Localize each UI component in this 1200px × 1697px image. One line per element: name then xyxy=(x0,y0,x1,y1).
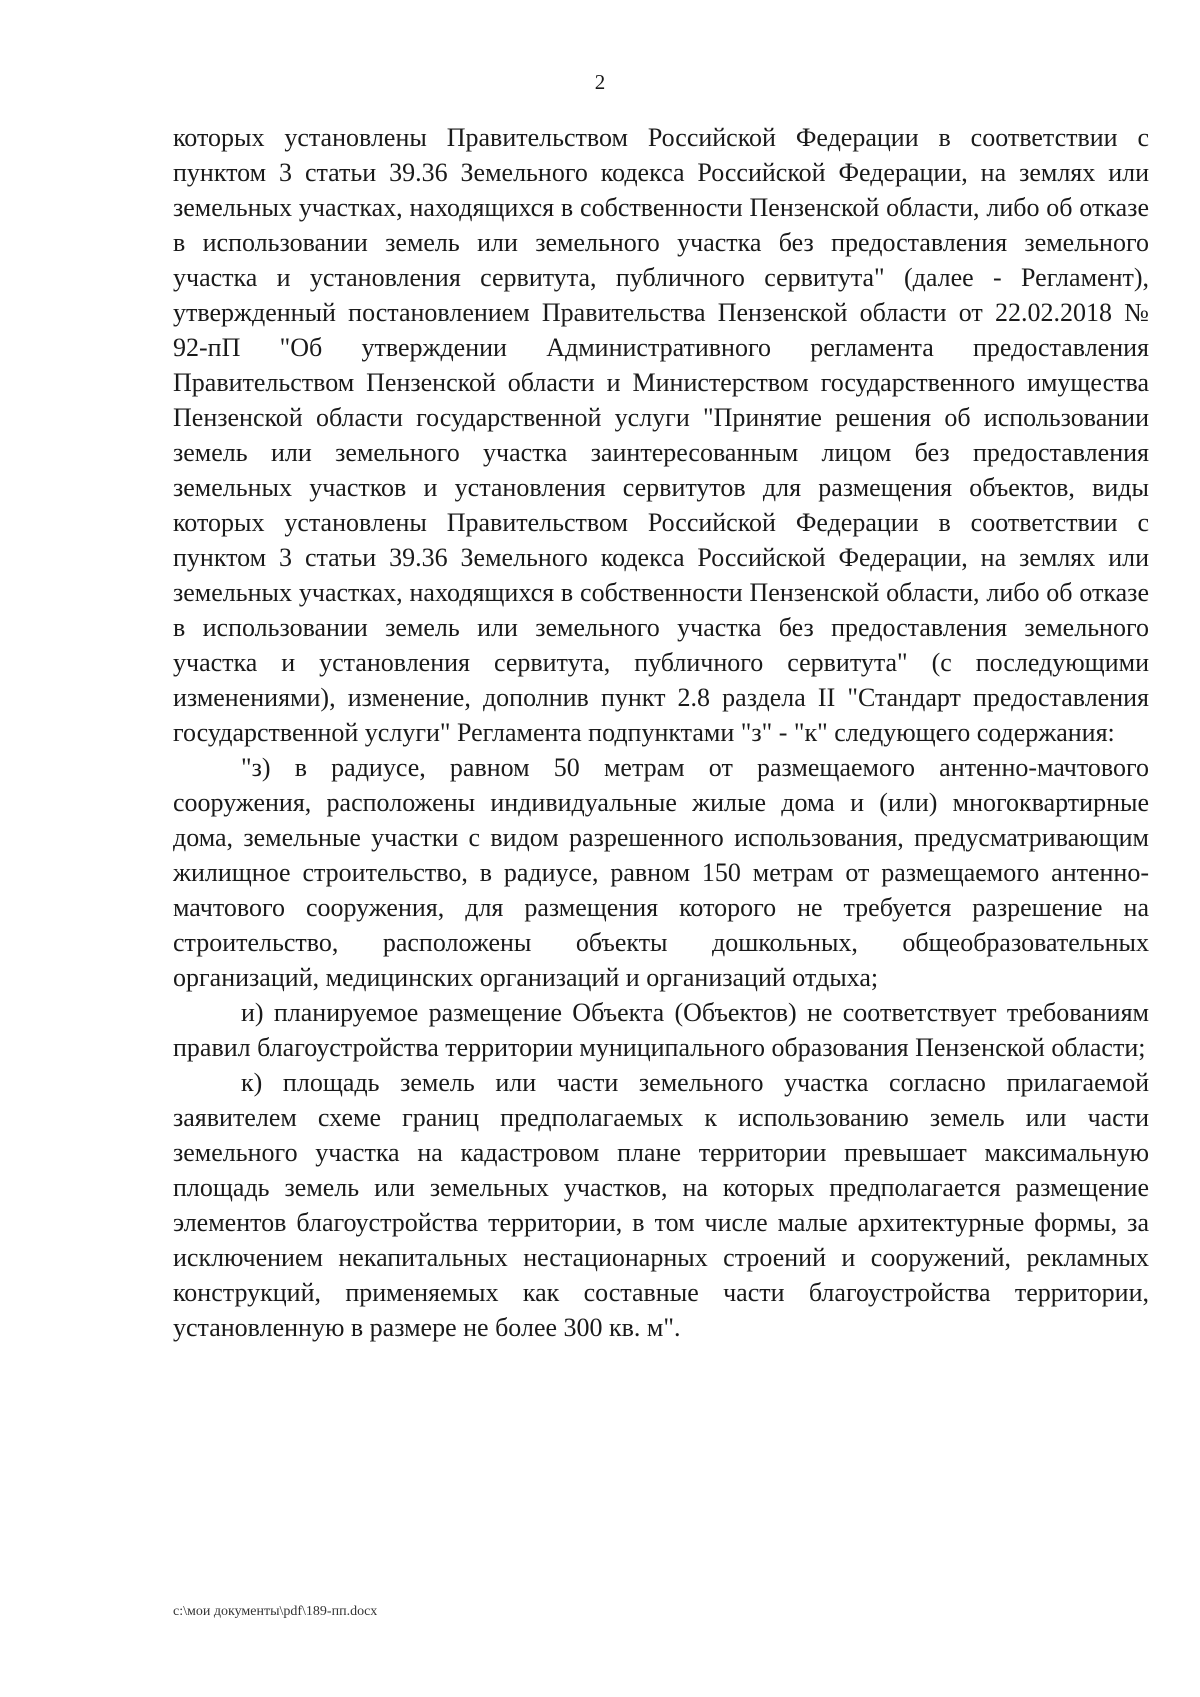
paragraph-continuation: которых установлены Правительством Российской Федерации в соответствии с пунктом 3 статьи 39.36 Земельного кодекса Российской Федерации, на землях или земельных участках, находящихся в собственности Пензенской области, либо об отказе в использовании земель или земельного участка без предоставления земельного участка и установления сервитута, публичного сервитута" (далее - Регламент), утвержденный постановлением Правительства Пензенской области от 22.02.2018 № 92-пП "Об утверждении Административного регламента предоставления Правительством Пензенской области и Министерством государственного имущества Пензенской области государственной услуги "Принятие решения об использовании земель или земельного участка заинтересованным лицом без предоставления земельных участков и установления сервитутов для размещения объектов, виды которых установлены Правительством Российской Федерации в соответствии с пунктом 3 статьи 39.36 Земельного кодекса Российской Федерации, на землях или земельных участках, находящихся в собственности Пензенской области, либо об отказе в использовании земель или земельного участка без предоставления земельного участка и установления сервитута, публичного сервитута" (с последующими изменениями), изменение, дополнив пункт 2.8 раздела II "Стандарт предоставления государственной услуги" Регламента подпунктами "з" - "к" следующего содержания: xyxy=(173,123,1149,747)
footer-file-path: c:\мои документы\pdf\189-пп.docx xyxy=(173,1604,378,1619)
paragraph-subitem-k: к) площадь земель или части земельного участка согласно прилагаемой заявителем схеме границ предполагаемых к использованию земель или части земельного участка на кадастровом плане территории превышает максимальную площадь земель или земельных участков, на которых предполагается размещение элементов благоустройства территории, в том числе малые архитектурные формы, за исключением некапитальных нестационарных строений и сооружений, рекламных конструкций, применяемых как составные части благоустройства территории, установленную в размере не более 300 кв. м". xyxy=(173,1068,1149,1342)
document-body xyxy=(173,120,1149,1345)
paragraph-subitem-i: и) планируемое размещение Объекта (Объектов) не соответствует требованиям правил благоустройства территории муниципального образования Пензенской области; xyxy=(173,998,1149,1062)
page-number: 2 xyxy=(594,70,606,94)
paragraph-subitem-z: "з) в радиусе, равном 50 метрам от размещаемого антенно-мачтового сооружения, расположены индивидуальные жилые дома и (или) многоквартирные дома, земельные участки с видом разрешенного использования, предусматривающим жилищное строительство, в радиусе, равном 150 метрам от размещаемого антенно-мачтового сооружения, для размещения которого не требуется разрешение на строительство, расположены объекты дошкольных, общеобразовательных организаций, медицинских организаций и организаций отдыха; xyxy=(173,753,1149,992)
